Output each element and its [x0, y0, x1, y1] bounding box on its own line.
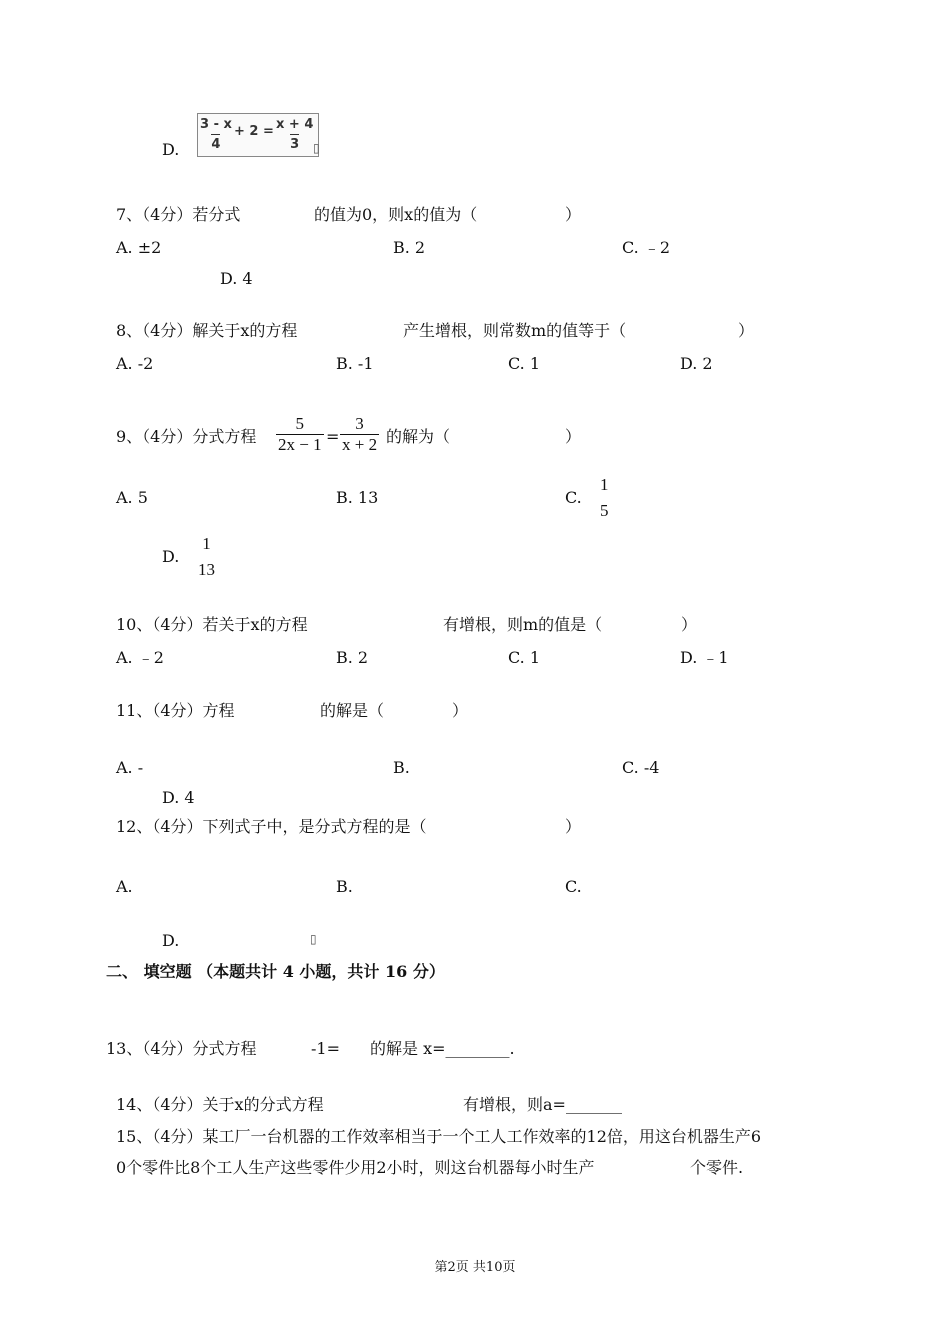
q12-placeholder-glyph: ▯: [310, 932, 317, 946]
q12-stem: 12、（4分）下列式子中，是分式方程的是（: [116, 817, 427, 836]
q15-line-1: 15、（4分）某工厂一台机器的工作效率相当于一个工人工作效率的12倍，用这台机器生产6: [116, 1127, 762, 1146]
q6-expression-mid: + 2 =: [234, 124, 274, 139]
q13-stem: 13、（4分）分式方程: [106, 1039, 257, 1058]
q6-fraction-right-num: x + 4: [276, 117, 314, 132]
q11-option-d: D. 4: [162, 788, 195, 807]
page-footer: 第2页 共10页: [434, 1260, 516, 1275]
q14-stem-rest: 有增根，则a=_______: [463, 1095, 622, 1114]
q8-stem-rest: 产生增根，则常数m的值等于（: [403, 321, 627, 340]
q6-fraction-left-num: 3 - x: [200, 117, 232, 132]
q9-option-c-den: 5: [600, 501, 609, 520]
q6-fraction-right-den: 3: [290, 134, 299, 154]
q9-close-paren: ）: [565, 427, 582, 446]
q9-option-d-label: D.: [162, 547, 180, 566]
q9-option-c-fraction: [598, 475, 611, 521]
q13-stem-rest: 的解是 x=________.: [370, 1039, 515, 1058]
q10-option-c: C. 1: [508, 648, 541, 667]
q11-option-b: B.: [393, 758, 410, 777]
q10-close-paren: ）: [681, 615, 698, 634]
q9-lhs-num: 5: [295, 414, 305, 433]
q10-stem: 10、（4分）若关于x的方程: [116, 615, 308, 634]
q9-option-d-den: 13: [198, 560, 215, 579]
q15-line-2-a: 0个零件比8个工人生产这些零件少用2小时，则这台机器每小时生产: [116, 1158, 595, 1177]
q9-option-a: A. 5: [116, 488, 148, 507]
q7-stem-rest: 的值为0，则x的值为（: [314, 205, 478, 224]
q7-option-a: A. ±2: [116, 238, 162, 257]
q8-option-b: B. -1: [336, 354, 374, 373]
q11-close-paren: ）: [452, 701, 469, 720]
q9-equals: =: [326, 427, 340, 446]
q11-stem-rest: 的解是（: [320, 701, 385, 720]
section-2-title: 二、 填空题 （本题共计 4 小题，共计 16 分）: [106, 962, 445, 981]
q12-close-paren: ）: [565, 817, 582, 836]
q9-stem-rest: 的解为（: [386, 427, 451, 446]
q14-stem: 14、（4分）关于x的分式方程: [116, 1095, 324, 1114]
q8-option-a: A. -2: [116, 354, 154, 373]
q12-option-a: A.: [116, 877, 133, 896]
q6-placeholder-glyph: ▯: [313, 141, 320, 155]
q10-option-d: D. ﹣1: [680, 648, 729, 667]
q6-fraction-left-den: 4: [211, 134, 220, 154]
q8-close-paren: ）: [738, 321, 755, 340]
q15-line-2-b: 个零件.: [690, 1158, 744, 1177]
q11-option-c: C. -4: [622, 758, 660, 777]
q7-stem: 7、（4分）若分式: [116, 205, 241, 224]
q12-option-c: C.: [565, 877, 582, 896]
q10-option-b: B. 2: [336, 648, 369, 667]
q9-rhs-den: x + 2: [342, 435, 378, 454]
q9-option-b: B. 13: [336, 488, 379, 507]
q9-stem: 9、（4分）分式方程: [116, 427, 257, 446]
q11-stem: 11、（4分）方程: [116, 701, 235, 720]
q7-close-paren: ）: [565, 205, 582, 224]
q9-option-d-num: 1: [202, 534, 211, 553]
q11-option-a: A. -: [116, 758, 144, 777]
q6-fraction-left: [200, 115, 232, 154]
q12-option-d: D.: [162, 931, 180, 950]
q10-option-a: A. ﹣2: [116, 648, 164, 667]
q6-fraction-right: [276, 115, 313, 154]
q8-option-d: D. 2: [680, 354, 713, 373]
q7-option-c: C. ﹣2: [622, 238, 671, 257]
q8-stem: 8、（4分）解关于x的方程: [116, 321, 298, 340]
q7-option-b: B. 2: [393, 238, 426, 257]
q9-option-c-num: 1: [600, 475, 609, 494]
q10-stem-rest: 有增根，则m的值是（: [443, 615, 603, 634]
q9-rhs-num: 3: [355, 414, 364, 433]
q9-lhs-den: 2x − 1: [278, 435, 322, 454]
q8-option-c: C. 1: [508, 354, 541, 373]
q7-option-d: D. 4: [220, 269, 253, 288]
q9-rhs-fraction: [340, 414, 379, 455]
q9-lhs-fraction: [276, 414, 324, 455]
q13-mid: -1=: [311, 1039, 340, 1058]
q12-option-b: B.: [336, 877, 353, 896]
q9-option-d-fraction: [196, 534, 217, 580]
q6-option-d-label: D.: [162, 140, 180, 159]
q6-option-d-expression-image: [197, 113, 319, 157]
q9-option-c-label: C.: [565, 488, 582, 507]
